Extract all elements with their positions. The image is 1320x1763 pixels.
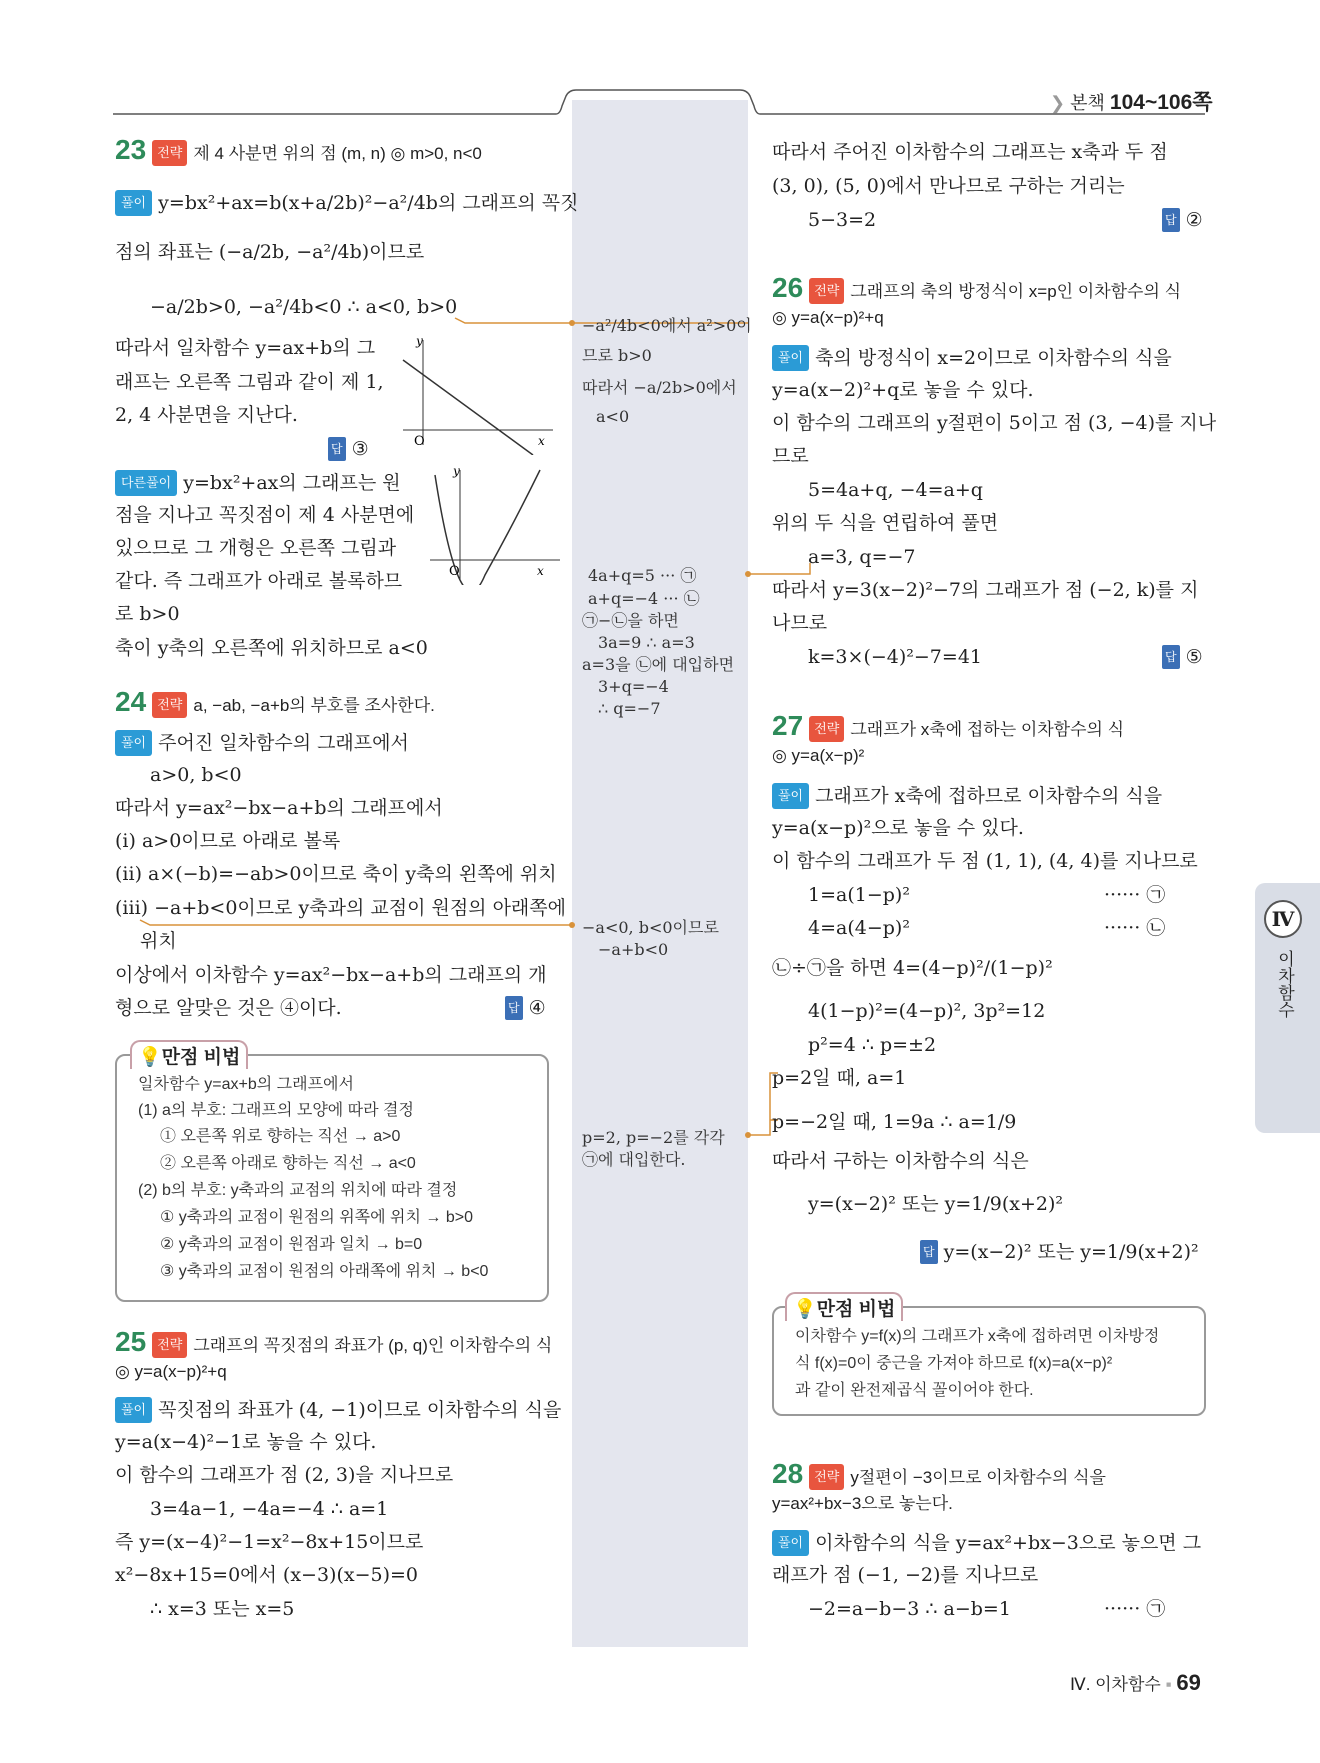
solution-tag: 풀이 <box>772 783 809 809</box>
origin: O <box>414 434 425 449</box>
problem-24-line1 <box>115 730 409 756</box>
origin: O <box>449 564 460 579</box>
answer-value: ④ <box>528 997 546 1019</box>
strategy-tag: 전략 <box>809 716 844 742</box>
problem-25-cont2: (3, 0), (5, 0)에서 만나므로 구하는 거리는 <box>772 175 1125 197</box>
problem-24-line9: 형으로 알맞은 것은 ④이다. <box>115 997 342 1019</box>
chapter-tab-roman: Ⅳ <box>1264 900 1302 938</box>
problem-27-line12: y=(x−2)² 또는 y=1/9(x+2)² <box>808 1193 1064 1215</box>
title-text: 만점 비법 <box>816 1299 896 1320</box>
problem-25-line4: 3=4a−1, −4a=−4 ∴ a=1 <box>150 1498 389 1520</box>
problem-26-line3: 이 함수의 그래프의 y절편이 5이고 점 (3, −4)를 지나 <box>772 412 1217 434</box>
problem-23-alt3: 있으므로 그 개형은 오른쪽 그림과 <box>115 537 397 559</box>
solution-tag: 풀이 <box>115 730 152 756</box>
margin-note-5: 4a+q=5 ··· ㉠ <box>588 566 697 585</box>
problem-number: 25 <box>115 1326 147 1357</box>
text: 이차함수의 식을 y=ax²+bx−3으로 놓으면 그 <box>815 1532 1202 1554</box>
strategy-tag: 전략 <box>152 1332 187 1358</box>
tip-box-1-title <box>130 1040 248 1069</box>
answer-tag: 답 <box>1162 208 1180 232</box>
chapter-tab-label: 이차함수 <box>1275 950 1294 1018</box>
problem-23-answer <box>328 437 369 461</box>
problem-28-ref1: ······ ㉠ <box>1104 1598 1166 1620</box>
problem-23-line5: 래프는 오른쪽 그림과 같이 제 1, <box>115 371 384 393</box>
answer-value: ⑤ <box>1185 646 1203 668</box>
margin-note-12: −a<0, b<0이므로 <box>582 918 719 937</box>
lightbulb-icon: 💡 <box>793 1299 817 1320</box>
tip1-line4: ② 오른쪽 아래로 향하는 직선 → a<0 <box>160 1155 416 1172</box>
problem-24-line8: 이상에서 이차함수 y=ax²−bx−a+b의 그래프의 개 <box>115 964 547 986</box>
problem-23-heading <box>115 134 482 166</box>
ref-prefix: 본책 <box>1070 93 1105 113</box>
answer-tag: 답 <box>1162 645 1180 669</box>
problem-26-line2: y=a(x−2)²+q로 놓을 수 있다. <box>772 379 1034 401</box>
answer-tag: 답 <box>505 996 523 1020</box>
title-text: 만점 비법 <box>161 1047 241 1068</box>
tip1-line7: ② y축과의 교점이 원점과 일치 → b=0 <box>160 1236 423 1253</box>
text: 꼭짓점의 좌표가 (4, −1)이므로 이차함수의 식을 <box>158 1399 562 1421</box>
problem-26-heading <box>772 272 1182 304</box>
problem-25-cont1: 따라서 주어진 이차함수의 그래프는 x축과 두 점 <box>772 141 1168 163</box>
problem-24-answer <box>505 996 546 1020</box>
problem-23-alt2: 점을 지나고 꼭짓점이 제 4 사분면에 <box>115 504 415 526</box>
problem-27-line6: ㉡÷㉠을 하면 4=(4−p)²/(1−p)² <box>772 957 1053 979</box>
problem-26-line6: 위의 두 식을 연립하여 풀면 <box>772 512 999 534</box>
answer-value: ③ <box>351 438 369 460</box>
problem-25-heading <box>115 1326 553 1358</box>
problem-26-line8: 따라서 y=3(x−2)²−7의 그래프가 점 (−2, k)를 지 <box>772 579 1199 601</box>
solution-tag: 풀이 <box>772 1530 809 1556</box>
problem-28-line1 <box>772 1530 1201 1556</box>
problem-25-line2: y=a(x−4)²−1로 놓을 수 있다. <box>115 1431 377 1453</box>
tip2-line2: 식 f(x)=0이 중근을 가져야 하므로 f(x)=a(x−p)² <box>795 1355 1113 1372</box>
problem-24-line6: (iii) −a+b<0이므로 y축과의 교점이 원점의 아래쪽에 <box>115 897 566 919</box>
axis-x: x <box>537 564 544 578</box>
problem-25-answer <box>1162 208 1203 232</box>
problem-number: 23 <box>115 134 147 165</box>
graph-linear <box>398 335 558 455</box>
text: y=bx²+ax=b(x+a/2b)²−a²/4b의 그래프의 꼭짓 <box>158 192 579 214</box>
tip1-line8: ③ y축과의 교점이 원점의 아래쪽에 위치 → b<0 <box>160 1263 489 1280</box>
tip1-line1: 일차함수 y=ax+b의 그래프에서 <box>138 1076 354 1093</box>
problem-24-line4: (i) a>0이므로 아래로 볼록 <box>115 830 341 852</box>
problem-number: 24 <box>115 686 147 717</box>
margin-note-10: 3+q=−4 <box>598 677 669 696</box>
solution-tag: 풀이 <box>115 1397 152 1423</box>
margin-note-4: a<0 <box>596 407 630 426</box>
problem-28-strategy2: y=ax²+bx−3으로 놓는다. <box>772 1494 953 1513</box>
answer-tag: 답 <box>328 437 346 461</box>
problem-25-line5: 즉 y=(x−4)²−1=x²−8x+15이므로 <box>115 1531 424 1553</box>
problem-27-heading <box>772 710 1125 742</box>
problem-number: 28 <box>772 1458 804 1489</box>
axis-x: x <box>538 434 545 448</box>
problem-27-line7: 4(1−p)²=(4−p)², 3p²=12 <box>808 1000 1046 1022</box>
problem-26-line10: k=3×(−4)²−7=41 <box>808 646 982 668</box>
problem-24-heading <box>115 686 435 718</box>
problem-26-sub: ◎ y=a(x−p)²+q <box>772 308 884 327</box>
lightbulb-icon: 💡 <box>138 1047 162 1068</box>
problem-27-line8: p²=4 ∴ p=±2 <box>808 1034 937 1056</box>
problem-23-line3: −a/2b>0, −a²/4b<0 ∴ a<0, b>0 <box>150 296 458 318</box>
text: y=bx²+ax의 그래프는 원 <box>183 472 401 494</box>
ref-pages: 104~106쪽 <box>1109 91 1213 114</box>
strategy-tag: 전략 <box>152 692 187 718</box>
problem-26-strategy: 그래프의 축의 방정식이 x=p인 이차함수의 식 <box>850 282 1182 301</box>
problem-27-line9: p=2일 때, a=1 <box>772 1067 907 1089</box>
page-number: 69 <box>1176 1670 1201 1695</box>
problem-28-heading <box>772 1458 1106 1490</box>
margin-note-8: 3a=9 ∴ a=3 <box>598 633 695 652</box>
problem-23-alt6: 축이 y축의 오른쪽에 위치하므로 a<0 <box>115 637 428 659</box>
margin-note-11: ∴ q=−7 <box>598 699 661 718</box>
problem-26-line4: 므로 <box>772 445 809 467</box>
tip2-line3: 과 같이 완전제곱식 꼴이어야 한다. <box>795 1382 1034 1399</box>
text: 그래프가 x축에 접하므로 이차함수의 식을 <box>815 785 1163 807</box>
problem-23-alt5: 로 b>0 <box>115 603 180 625</box>
tip-box-2-title <box>785 1292 903 1321</box>
problem-23-alt1 <box>115 470 401 496</box>
tip2-line1: 이차함수 y=f(x)의 그래프가 x축에 접하려면 이차방정 <box>795 1328 1160 1345</box>
problem-26-line9: 나므로 <box>772 612 828 634</box>
problem-26-line5: 5=4a+q, −4=a+q <box>808 479 983 501</box>
problem-25-cont3: 5−3=2 <box>808 209 877 231</box>
problem-27-line3: 이 함수의 그래프가 두 점 (1, 1), (4, 4)를 지나므로 <box>772 850 1198 872</box>
problem-23-line2: 점의 좌표는 (−a/2b, −a²/4b)이므로 <box>115 241 425 263</box>
text: 축의 방정식이 x=2이므로 이차함수의 식을 <box>815 347 1172 369</box>
problem-23-line6: 2, 4 사분면을 지난다. <box>115 404 298 426</box>
strategy-tag: 전략 <box>152 140 187 166</box>
problem-27-line4: 1=a(1−p)² <box>808 884 910 906</box>
problem-23-strategy: 제 4 사분면 위의 점 (m, n) ◎ m>0, n<0 <box>193 144 482 163</box>
footer-chapter: Ⅳ. 이차함수 <box>1070 1675 1161 1694</box>
problem-24-line2: a>0, b<0 <box>150 764 242 786</box>
problem-number: 26 <box>772 272 804 303</box>
problem-25-sub: ◎ y=a(x−p)²+q <box>115 1362 227 1381</box>
text: 주어진 일차함수의 그래프에서 <box>158 732 409 754</box>
solution-tag: 풀이 <box>115 190 152 216</box>
problem-24-strategy: a, −ab, −a+b의 부호를 조사한다. <box>193 696 435 715</box>
solution-tag: 풀이 <box>772 345 809 371</box>
tip1-line2: (1) a의 부호: 그래프의 모양에 따라 결정 <box>138 1102 414 1119</box>
problem-23-alt4: 같다. 즉 그래프가 아래로 볼록하므 <box>115 570 403 592</box>
problem-23-line4: 따라서 일차함수 y=ax+b의 그 <box>115 337 376 359</box>
problem-27-line2: y=a(x−p)²으로 놓을 수 있다. <box>772 817 1024 839</box>
margin-note-14: p=2, p=−2를 각각 <box>582 1128 725 1147</box>
problem-24-line7: 위치 <box>140 930 177 952</box>
problem-27-answer <box>920 1240 1199 1264</box>
problem-23-line1 <box>115 190 579 216</box>
problem-27-sub: ◎ y=a(x−p)² <box>772 746 865 765</box>
problem-27-line5: 4=a(4−p)² <box>808 917 910 939</box>
chevron-right-icon: ❯ <box>1050 93 1066 113</box>
footer <box>1070 1670 1201 1696</box>
problem-27-ref1: ······ ㉠ <box>1104 884 1166 906</box>
problem-28-line2: 래프가 점 (−1, −2)를 지나므로 <box>772 1564 1039 1586</box>
problem-27-line1 <box>772 783 1162 809</box>
margin-note-7: ㉠−㉡을 하면 <box>582 611 679 630</box>
axis-y: y <box>416 335 423 348</box>
margin-note-2: 므로 b>0 <box>582 346 652 365</box>
margin-note-13: −a+b<0 <box>598 940 669 959</box>
problem-25-strategy: 그래프의 꼭짓점의 좌표가 (p, q)인 이차함수의 식 <box>193 1336 553 1355</box>
problem-24-line3: 따라서 y=ax²−bx−a+b의 그래프에서 <box>115 797 443 819</box>
margin-note-15: ㉠에 대입한다. <box>582 1150 686 1169</box>
answer-value: ② <box>1185 209 1203 231</box>
margin-note-3: 따라서 −a/2b>0에서 <box>582 378 737 397</box>
tip1-line6: ① y축과의 교점이 원점의 위쪽에 위치 → b>0 <box>160 1209 473 1226</box>
problem-28-strategy: y절편이 −3이므로 이차함수의 식을 <box>850 1468 1106 1487</box>
problem-26-answer <box>1162 645 1203 669</box>
problem-27-ref2: ······ ㉡ <box>1104 917 1166 939</box>
answer-tag: 답 <box>920 1240 938 1264</box>
problem-25-line3: 이 함수의 그래프가 점 (2, 3)을 지나므로 <box>115 1464 454 1486</box>
strategy-tag: 전략 <box>809 278 844 304</box>
axis-y: y <box>453 465 460 478</box>
margin-note-9: a=3을 ㉡에 대입하면 <box>582 655 735 674</box>
problem-number: 27 <box>772 710 804 741</box>
answer-value: y=(x−2)² 또는 y=1/9(x+2)² <box>943 1241 1199 1263</box>
graph-parabola <box>425 465 565 585</box>
tip1-line5: (2) b의 부호: y축과의 교점의 위치에 따라 결정 <box>138 1182 458 1199</box>
problem-24-line5: (ii) a×(−b)=−ab>0이므로 축이 y축의 왼쪽에 위치 <box>115 863 557 885</box>
problem-26-line1 <box>772 345 1172 371</box>
problem-26-line7: a=3, q=−7 <box>808 546 916 568</box>
problem-27-line11: 따라서 구하는 이차함수의 식은 <box>772 1150 1029 1172</box>
strategy-tag: 전략 <box>809 1464 844 1490</box>
margin-note-6: a+q=−4 ··· ㉡ <box>588 589 700 608</box>
tip1-line3: ① 오른쪽 위로 향하는 직선 → a>0 <box>160 1128 401 1145</box>
problem-27-line10: p=−2일 때, 1=9a ∴ a=1/9 <box>772 1111 1017 1133</box>
alt-tag: 다른풀이 <box>115 470 177 496</box>
margin-note-1: −a²/4b<0에서 a²>0이 <box>582 316 752 335</box>
problem-25-line6: x²−8x+15=0에서 (x−3)(x−5)=0 <box>115 1564 419 1586</box>
problem-25-line1 <box>115 1397 561 1423</box>
problem-27-strategy: 그래프가 x축에 접하는 이차함수의 식 <box>850 720 1125 739</box>
problem-25-line7: ∴ x=3 또는 x=5 <box>150 1598 295 1620</box>
separator-icon: ▪ <box>1165 1675 1172 1694</box>
problem-28-line3: −2=a−b−3 ∴ a−b=1 <box>808 1598 1011 1620</box>
